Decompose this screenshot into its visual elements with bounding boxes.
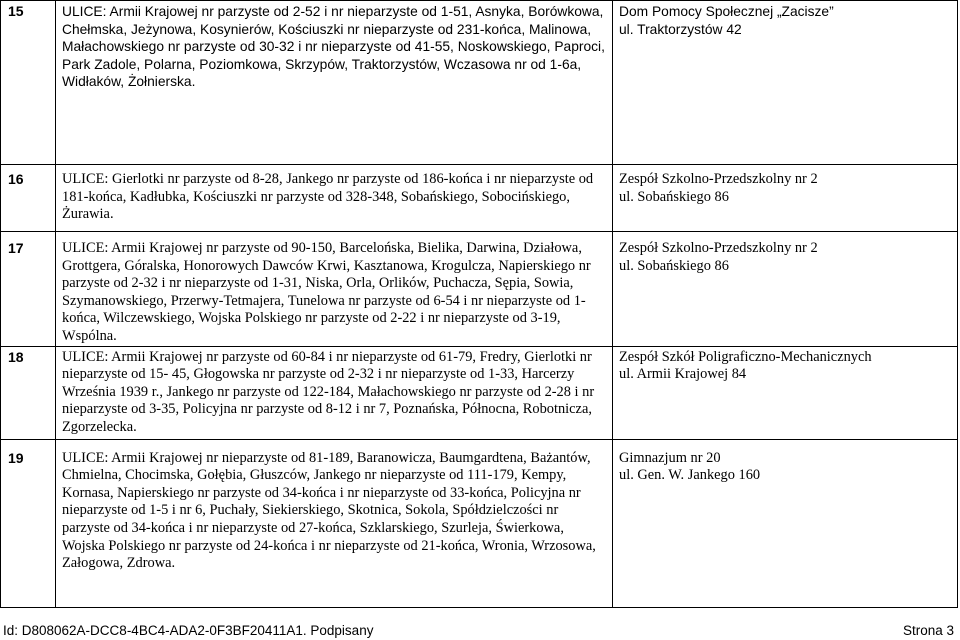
table-row xyxy=(1,1,958,165)
polling-place-address: ul. Gen. W. Jankego 160 xyxy=(619,467,761,484)
streets-list: ULICE: Gierlotki nr parzyste od 8-28, Jankego nr parzyste od 186-końca i nr nieparzyste od 181-końca, Kadłubka, Kościuszki nr parzyste od 328-348, Sobańskiego, Sobocińskiego, Żurawia. xyxy=(56,165,613,232)
polling-place xyxy=(613,346,958,439)
page-number: Strona 3 xyxy=(902,623,954,638)
polling-place-name: Zespół Szkolno-Przedszkolny nr 2 xyxy=(619,240,818,256)
polling-place-name: Zespół Szkół Poligraficzno-Mechanicznych xyxy=(619,348,872,365)
polling-place-name: Gimnazjum nr 20 xyxy=(619,449,721,466)
streets-list: ULICE: Armii Krajowej nr nieparzyste od 81-189, Baranowicza, Baumgardtena, Bażantów, Chmielna, Chocimska, Gołębia, Głuszców, Jankego nr nieparzyste od 111-179, Kempy, Kornasa, Napierskiego nr parzyste od 34-końca i nr nieparzyste od 33-końca, Policyjna nr nieparzyste od 1-5 i nr 6, Puchały, Siekierskiego, Skotnica, Sokola, Spółdzielczości nr parzyste od 34-końca i nr nieparzyste od 27-końca, Szklarskiego, Szurleja, Świerkowa, Wojska Polskiego nr parzyste od 24-końca i nr nieparzyste od 21-końca, Wronia, Wrzosowa, Załogowa, Zdrowa. xyxy=(56,439,613,607)
polling-place-address: ul. Sobańskiego 86 xyxy=(619,257,729,274)
district-number: 19 xyxy=(1,439,56,607)
table-row xyxy=(1,439,958,607)
polling-place xyxy=(613,232,958,347)
polling-place-address: ul. Sobańskiego 86 xyxy=(619,188,729,205)
district-number: 15 xyxy=(1,1,56,165)
district-number: 18 xyxy=(1,346,56,439)
polling-place-address: ul. Traktorzystów 42 xyxy=(619,21,742,37)
polling-place xyxy=(613,439,958,607)
streets-list: ULICE: Armii Krajowej nr parzyste od 2-52 i nr nieparzyste od 1-51, Asnyka, Borówkowa, Chełmska, Jeżynowa, Kosynierów, Kościuszki nr nieparzyste od 231-końca, Malinowa, Małachowskiego nr parzyste od 30-32 i nr nieparzyste od 41-55, Noskowskiego, Paproci, Park Zadole, Polarna, Poziomkowa, Skrzypów, Traktorzystów, Wczasowa nr od 1-6a, Widłaków, Żołnierska. xyxy=(56,1,613,165)
district-number: 17 xyxy=(1,232,56,347)
table-row xyxy=(1,346,958,439)
streets-list: ULICE: Armii Krajowej nr parzyste od 90-150, Barcelońska, Bielika, Darwina, Działowa, Grottgera, Góralska, Honorowych Dawców Krwi, Kasztanowa, Krogulcza, Napierskiego nr parzyste od 2-32 i nr nieparzyste od 1-31, Niska, Orla, Orlików, Puchacza, Sępia, Sowia, Szymanowskiego, Przerwy-Tetmajera, Tunelowa nr parzyste od 6-54 i nr nieparzyste od 1-końca, Wilczewskiego, Wojska Polskiego nr parzyste od 2-22 i nr nieparzyste od 3-19, Wspólna. xyxy=(56,232,613,347)
streets-list: ULICE: Armii Krajowej nr parzyste od 60-84 i nr nieparzyste od 61-79, Fredry, Gierlotki nr nieparzyste od 15- 45, Głogowska nr parzyste od 2-32 i nr nieparzyste od 1-33, Harcerzy Września 1939 r., Jankego nr parzyste od 122-184, Małachowskiego nr parzyste od 2-28 i nr nieparzyste od 3-35, Policyjna nr parzyste od 8-12 i nr 7, Poznańska, Północna, Robotnicza, Zgorzelecka. xyxy=(56,346,613,439)
polling-place-name: Zespół Szkolno-Przedszkolny nr 2 xyxy=(619,171,818,187)
polling-place-address: ul. Armii Krajowej 84 xyxy=(619,366,747,383)
district-number: 16 xyxy=(1,165,56,232)
page-footer xyxy=(0,622,960,640)
polling-place xyxy=(613,165,958,232)
table-row xyxy=(1,232,958,347)
table-row xyxy=(1,165,958,232)
polling-place xyxy=(613,1,958,165)
polling-place-name: Dom Pomocy Społecznej „Zacisze” xyxy=(619,4,834,19)
document-id: Id: D808062A-DCC8-4BC4-ADA2-0F3BF20411A1. Podpisany xyxy=(3,623,374,638)
